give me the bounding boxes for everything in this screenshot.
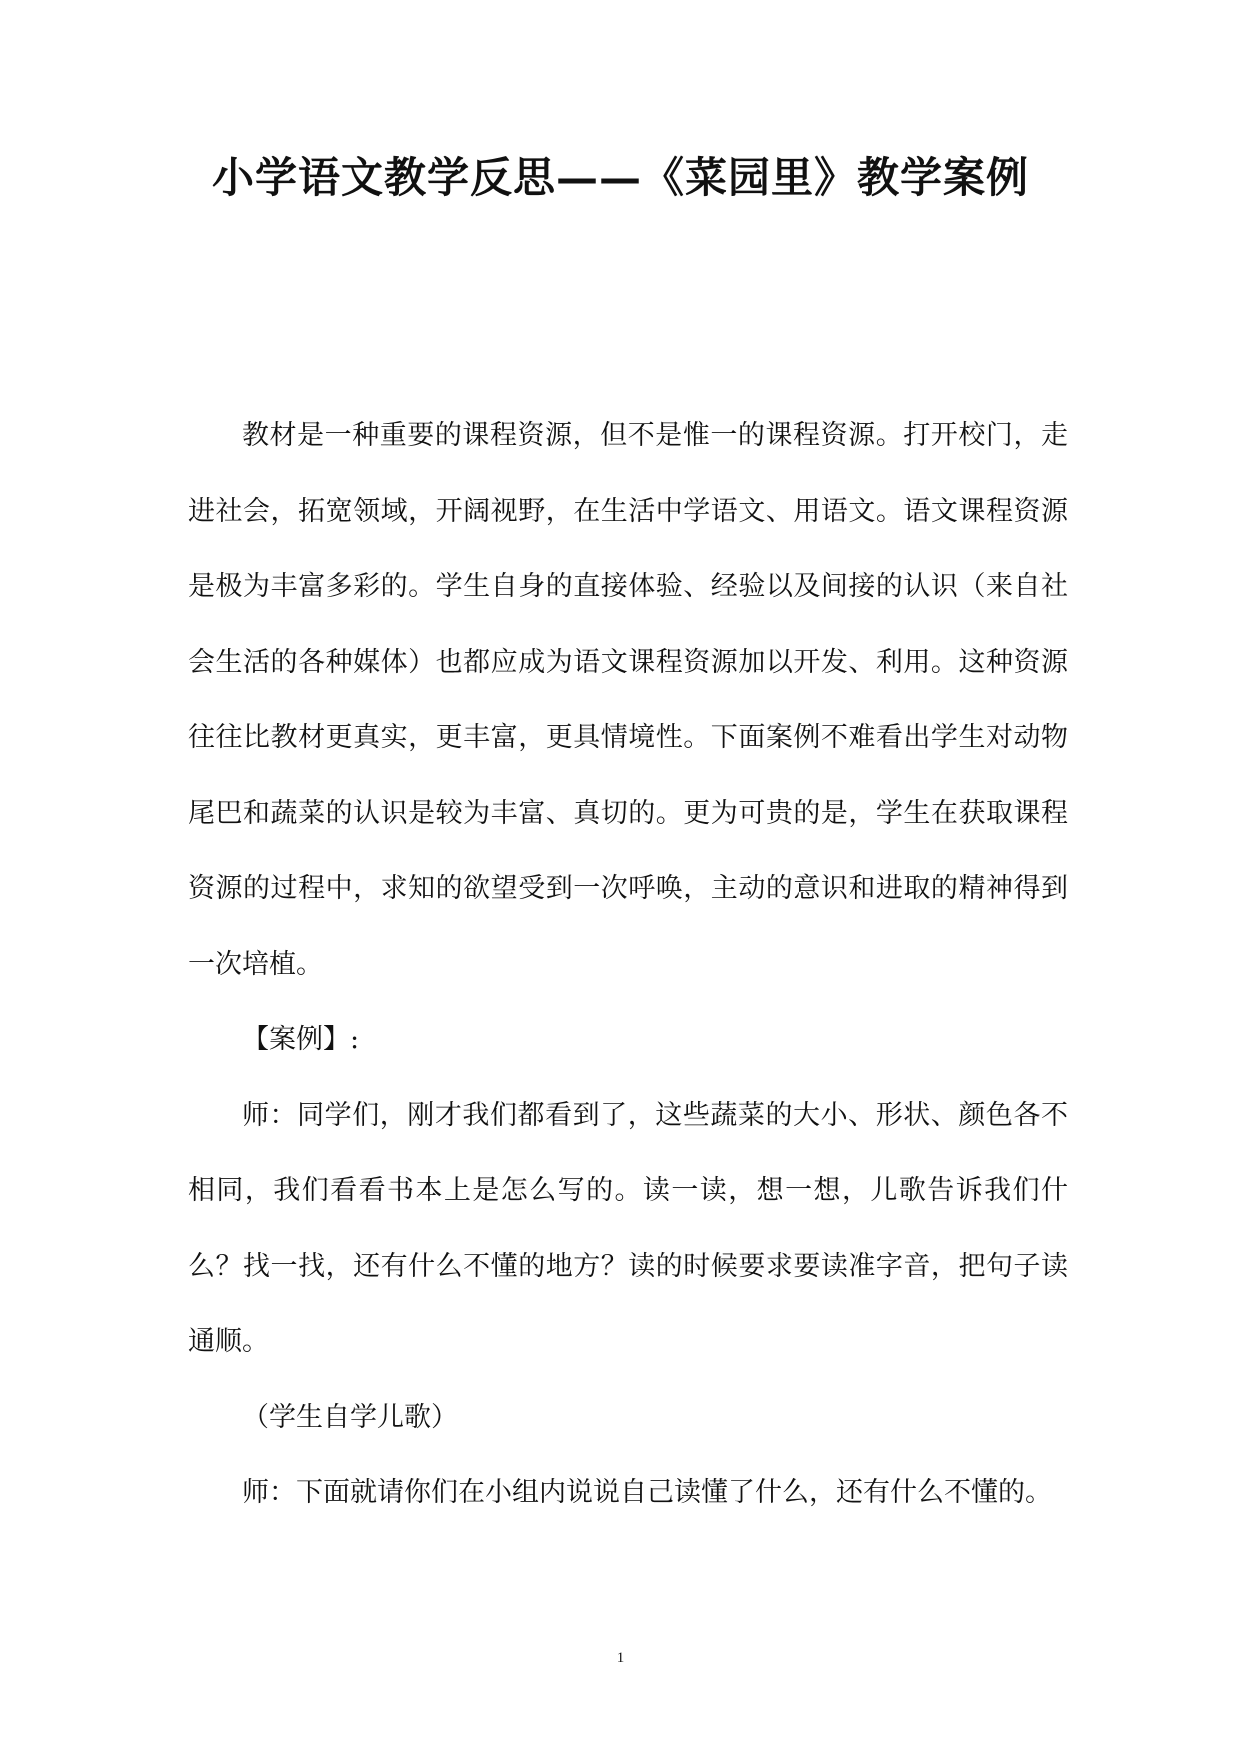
page-number: 1 xyxy=(616,1650,625,1666)
paragraph-student-self-study: （学生自学儿歌） xyxy=(242,1401,458,1433)
paragraph-teacher-2: 师：下面就请你们在小组内说说自己读懂了什么，还有什么不懂的。 xyxy=(242,1477,1052,1508)
paragraph-intro: 教材是一种重要的课程资源，但不是惟一的课程资源。打开校门，走进社会，拓宽领域，开阔视野，在生活中学语文、用语文。语文课程资源是极为丰富多彩的。学生自身的直接体验、经验以及间接的认识（来自社会生活的各种媒体）也都应成为语文课程资源加以开发、利用。这种资源往往比教材更真实，更丰富，更具情境性。下面案例不难看出学生对动物尾巴和蔬菜的认识是较为丰富、真切的。更为可贵的是，学生在获取课程资源的过程中，求知的欲望受到一次呼唤，主动的意识和进取的精神得到一次培植。 xyxy=(188,420,1068,980)
document-body xyxy=(188,398,1068,1531)
document-title: 小学语文教学反思——《菜园里》教学案例 xyxy=(211,153,1029,202)
paragraph-teacher-1: 师：同学们，刚才我们都看到了，这些蔬菜的大小、形状、颜色各不相同，我们看看书本上是怎么写的。读一读，想一想，儿歌告诉我们什么？找一找，还有什么不懂的地方？读的时候要求要读准字音，把句子读通顺。 xyxy=(188,1099,1068,1357)
paragraph-case-heading: 【案例】: xyxy=(242,1024,360,1055)
